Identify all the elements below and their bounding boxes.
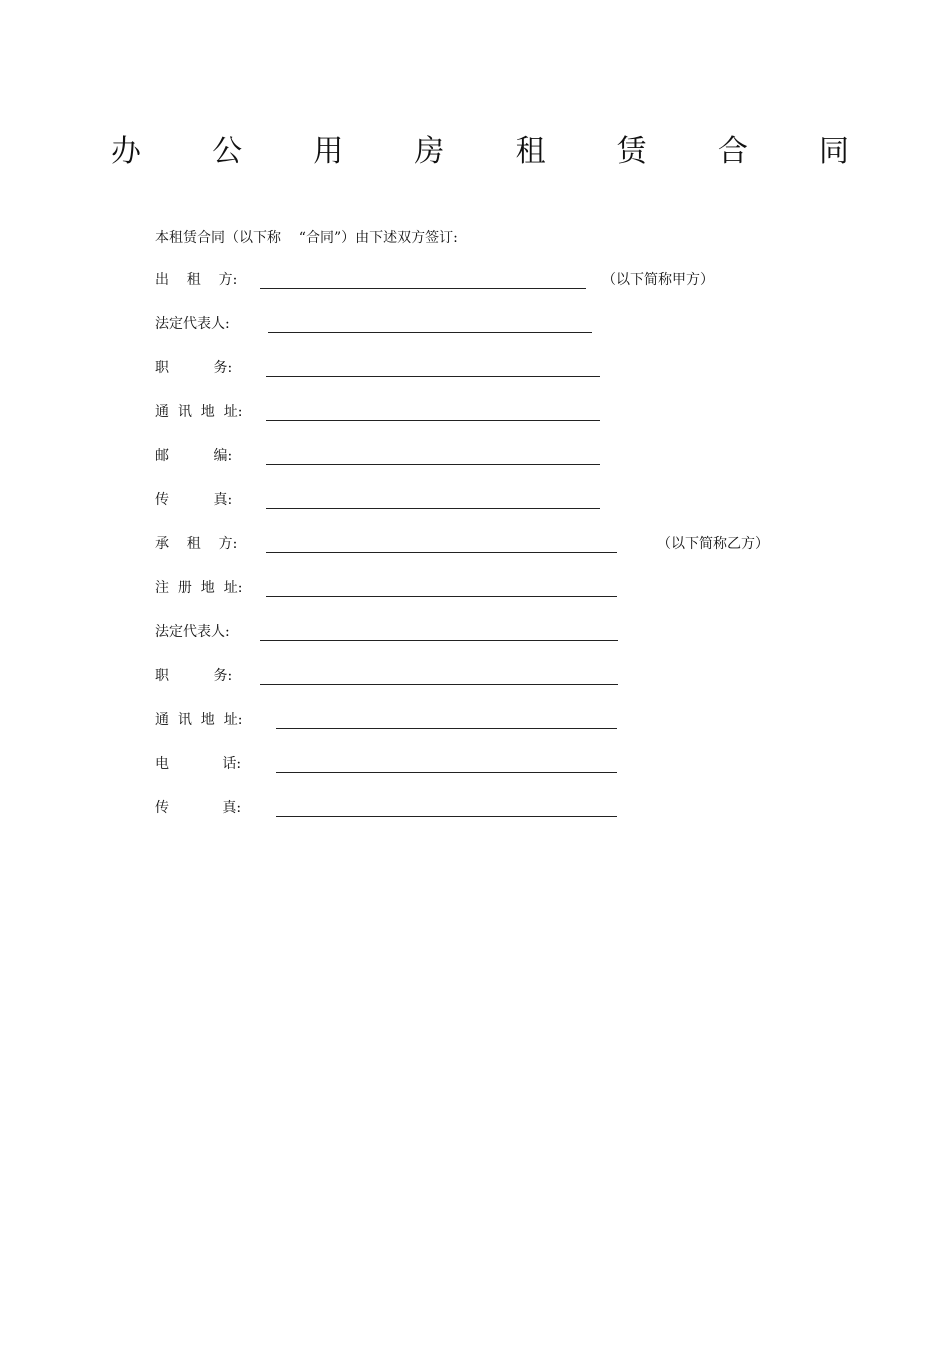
field-label: 通 讯 地 址: — [155, 712, 243, 728]
title-char: 同 — [818, 134, 849, 169]
title-char: 办 — [111, 134, 141, 169]
field-label: 邮 编: — [155, 448, 233, 464]
field-label: 职 务: — [155, 668, 233, 684]
title-char: 用 — [313, 134, 344, 169]
fill-in-line[interactable] — [260, 684, 618, 685]
field-note: （以下简称乙方） — [657, 536, 769, 552]
fill-in-line[interactable] — [276, 816, 617, 817]
document-title — [110, 132, 850, 172]
fill-in-line[interactable] — [266, 420, 600, 421]
fill-in-line[interactable] — [268, 332, 592, 333]
field-label: 承 租 方: — [155, 536, 238, 552]
fill-in-line[interactable] — [260, 640, 618, 641]
field-label: 出 租 方: — [155, 272, 238, 288]
field-note: （以下简称甲方） — [602, 272, 714, 288]
field-label: 法定代表人: — [155, 624, 230, 640]
field-label: 电 话: — [155, 756, 242, 772]
title-char: 公 — [212, 134, 243, 169]
title-char: 租 — [515, 134, 546, 169]
fill-in-line[interactable] — [276, 728, 617, 729]
field-label: 传 真: — [155, 492, 233, 508]
fill-in-line[interactable] — [266, 596, 617, 597]
title-char: 房 — [414, 134, 445, 169]
intro-text: 本租赁合同（以下称 “合同”）由下述双方签订: — [155, 230, 458, 246]
fill-in-line[interactable] — [266, 508, 600, 509]
field-label: 传 真: — [155, 800, 242, 816]
field-label: 注 册 地 址: — [155, 580, 243, 596]
field-label: 通 讯 地 址: — [155, 404, 243, 420]
field-label: 法定代表人: — [155, 316, 230, 332]
title-char: 合 — [717, 134, 748, 169]
field-label: 职 务: — [155, 360, 233, 376]
fill-in-line[interactable] — [266, 464, 600, 465]
fill-in-line[interactable] — [260, 288, 586, 289]
fill-in-line[interactable] — [266, 376, 600, 377]
fill-in-line[interactable] — [266, 552, 617, 553]
fill-in-line[interactable] — [276, 772, 617, 773]
title-char: 赁 — [616, 134, 647, 169]
